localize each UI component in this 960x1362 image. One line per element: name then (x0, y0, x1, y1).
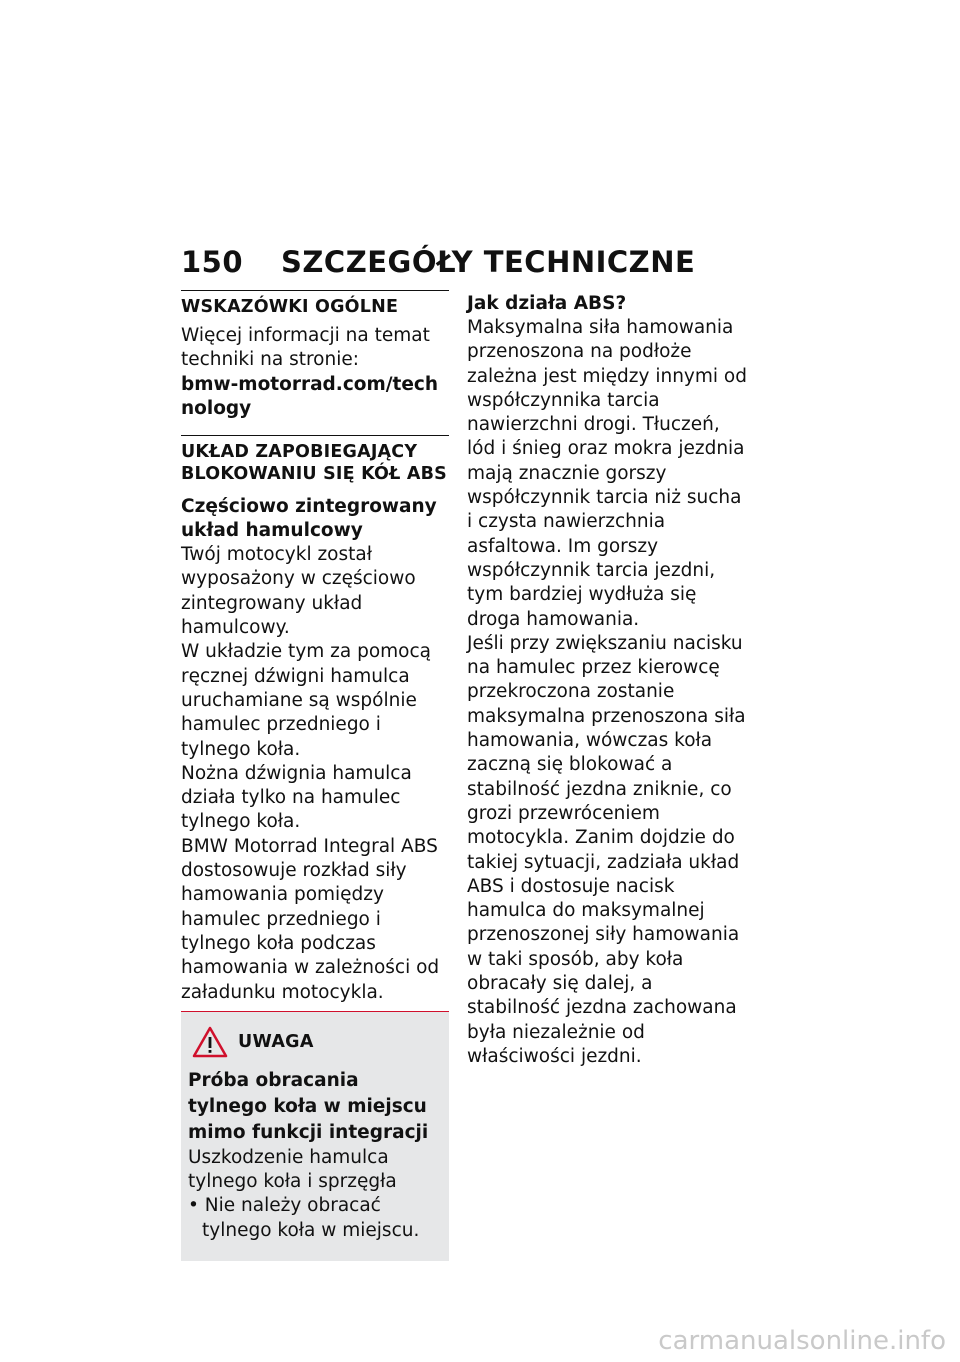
abs-how-heading: Jak działa ABS? (467, 293, 627, 314)
abs-heading-line1: UKŁAD ZAPOBIEGAJĄCY (181, 442, 418, 463)
page-number: 150 (181, 245, 244, 279)
abs-paragraph-2: W układzie tym za pomocą ręcznej dźwigni hamulca uruchamiane są wspólnie hamulec przedniego i tylnego koła. (181, 641, 432, 760)
integral-subheading (181, 495, 449, 543)
section-rule (181, 290, 449, 291)
integral-subheading-line1: Częściowo zintegrowany (181, 496, 437, 518)
technology-link[interactable]: bmw-motorrad.com/technology (181, 373, 439, 419)
general-heading: WSKAZÓWKI OGÓLNE (181, 297, 399, 317)
abs-paragraph-3: Nożna dźwignia hamulca działa tylko na hamulec tylnego koła. (181, 762, 412, 833)
warning-bullet-text: Nie należy obracać tylnego koła w miejscu. (202, 1195, 420, 1241)
abs-section (181, 435, 449, 1005)
page-header (181, 245, 695, 279)
abs-paragraph-4: BMW Motorrad Integral ABS dostosowuje rozkład siły hamowania pomiędzy hamulec przedniego i tylnego koła podczas hamowania w zależności od załadunku motocykla. (181, 835, 440, 1003)
warning-triangle-icon (192, 1026, 228, 1058)
warning-header (188, 1026, 443, 1058)
general-text: Więcej informacji na temat techniki na stronie: (181, 325, 430, 371)
section-rule (181, 435, 449, 436)
warning-bullet: • Nie należy obracać tylnego koła w miejscu. (188, 1195, 420, 1241)
warning-label: UWAGA (238, 1031, 314, 1052)
abs-how-paragraph-2: Jeśli przy zwiększaniu nacisku na hamulec przez kierowcę przekroczona zostanie maksymalna przenoszona siła hamowania, wówczas koła zaczną się blokować a stabilność jezdna zniknie, co grozi przewróceniem motocykla. Zanim dojdzie do takiej sytuacji, zadziała układ ABS i dostosuje nacisk hamulca do maksymalnej przenoszonej siły hamowania w taki sposób, aby koła obracały się dalej, a stabilność jezdna zachowana była niezależnie od właściwości jezdni. (467, 632, 746, 1067)
abs-heading-line2: BLOKOWANIU SIĘ KÓŁ ABS (181, 464, 447, 485)
abs-how-paragraph-1: Maksymalna siła hamowania przenoszona na podłoże zależna jest między innymi od współczynnika tarcia nawierzchni drogi. Tłuczeń, lód i śnieg oraz mokra jezdnia mają znacznie gorszy współczynnik tarcia niż sucha i czysta nawierzchnia asfaltowa. Im gorszy współczynnik tarcia jezdni, tym bardziej wydłuża się droga hamowania. (467, 317, 747, 630)
warning-box (181, 1011, 449, 1261)
warning-consequence: Uszkodzenie hamulca tylnego koła i sprzęgła (188, 1146, 397, 1193)
chapter-title: SZCZEGÓŁY TECHNICZNE (281, 245, 696, 279)
abs-heading (181, 441, 449, 485)
abs-paragraph-1: Twój motocykl został wyposażony w częściowo zintegrowany układ hamulcowy. (181, 544, 416, 639)
right-column (467, 292, 747, 1069)
warning-title: Próba obracania tylnego koła w miejscu mimo funkcji integracji (188, 1069, 429, 1143)
left-column (181, 290, 449, 1261)
integral-subheading-line2: układ hamulcowy (181, 520, 363, 542)
watermark: carmanualsonline.info (658, 1326, 946, 1356)
